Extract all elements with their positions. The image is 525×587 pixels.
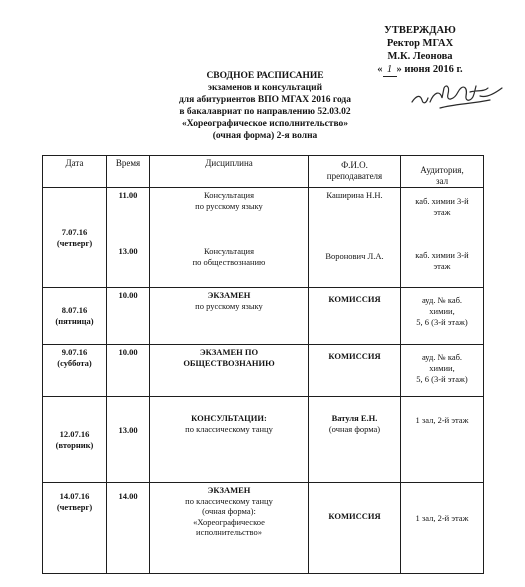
row-room (401, 188, 484, 288)
discipline-line: исполнительство» (196, 527, 262, 537)
date-value: 12.07.16 (59, 428, 90, 439)
day-value: (вторник) (55, 439, 94, 450)
time-value: 13.00 (118, 425, 138, 435)
row-time (107, 345, 150, 397)
title-line-3: для абитуриентов ВПО МГАХ 2016 года (179, 95, 351, 105)
row-time (107, 397, 150, 483)
document-title (130, 70, 400, 142)
row-date (43, 483, 107, 574)
day-value: (четверг) (56, 502, 93, 512)
room-line: 1 зал, 2-й этаж (415, 513, 469, 523)
discipline-line: по классическому танцу (185, 495, 273, 506)
day-value: (пятница) (55, 316, 94, 326)
table-row (43, 397, 484, 483)
handwritten-signature (410, 80, 510, 114)
row-date (43, 188, 107, 288)
room-line: каб. химии 3-й (415, 196, 469, 206)
date-value: 9.07.16 (61, 347, 88, 357)
time-value: 10.00 (118, 347, 138, 357)
title-line-4: в бакалавриат по направлению 52.03.02 (179, 107, 351, 117)
approval-name: М.К. Леонова (387, 51, 453, 62)
table-row (43, 483, 484, 574)
table-row (43, 288, 484, 345)
row-teacher (309, 288, 401, 345)
row-time (107, 188, 150, 288)
table-header-row (43, 156, 484, 188)
discipline-line: ЭКЗАМЕН ПО (199, 347, 259, 357)
discipline-line: Консультация (204, 190, 254, 200)
title-line-5: «Хореографическое исполнительство» (181, 119, 349, 129)
teacher-name: КОМИССИЯ (328, 294, 381, 304)
teacher-name: КОМИССИЯ (328, 351, 381, 361)
row-date (43, 345, 107, 397)
row-time (107, 483, 150, 574)
row-date (43, 288, 107, 345)
room-line: 5, 6 (3-й этаж) (416, 374, 468, 384)
approval-date-rest: » июня 2016 г. (396, 64, 463, 75)
room-line: каб. химии 3-й (415, 250, 469, 260)
row-time (107, 288, 150, 345)
room-line: 5, 6 (3-й этаж) (416, 317, 468, 327)
day-value: (четверг) (56, 237, 93, 248)
schedule-table (42, 155, 484, 574)
discipline-line: по русскому языку (195, 200, 263, 211)
approval-date-open: « (377, 64, 383, 75)
row-teacher (309, 188, 401, 288)
teacher-note: (очная форма) (328, 423, 381, 434)
discipline-line: ЭКЗАМЕН (207, 485, 251, 495)
teacher-name: КОМИССИЯ (328, 511, 381, 521)
approval-position: Ректор МГАХ (386, 38, 454, 49)
room-line: ауд. № каб. (421, 352, 463, 362)
row-date (43, 397, 107, 483)
row-discipline (150, 188, 309, 288)
title-line-6: (очная форма) 2-я волна (212, 131, 318, 141)
room-line: химии, (429, 363, 455, 373)
discipline-line: ОБЩЕСТВОЗНАНИЮ (183, 357, 275, 368)
room-line: этаж (433, 206, 451, 217)
time-value: 11.00 (118, 190, 138, 200)
table-row (43, 188, 484, 288)
discipline-line: по классическому танцу (185, 423, 273, 434)
row-teacher (309, 483, 401, 574)
room-line: этаж (433, 260, 451, 271)
discipline-line: по обществознанию (192, 256, 266, 267)
teacher-name: Ватуля Е.Н. (331, 413, 378, 423)
header-time: Время (107, 156, 150, 188)
row-discipline (150, 345, 309, 397)
approval-heading: УТВЕРЖДАЮ (384, 25, 456, 36)
date-value: 7.07.16 (61, 226, 88, 237)
row-room (401, 345, 484, 397)
approval-date-day: 1 (383, 63, 397, 77)
time-value: 14.00 (118, 491, 138, 501)
row-room (401, 483, 484, 574)
title-line-1: СВОДНОЕ РАСПИСАНИЕ (206, 71, 324, 81)
header-date: Дата (43, 156, 107, 188)
row-discipline (150, 397, 309, 483)
title-line-2: экзаменов и консультаций (207, 83, 323, 93)
time-value: 10.00 (118, 290, 138, 300)
discipline-line: Консультация (204, 246, 254, 256)
date-value: 8.07.16 (61, 305, 88, 315)
teacher-name: Воронович Л.А. (325, 251, 384, 261)
discipline-line: по русскому языку (195, 300, 263, 311)
discipline-line: КОНСУЛЬТАЦИИ: (191, 413, 267, 423)
teacher-name: Каширина Н.Н. (326, 190, 383, 200)
row-room (401, 397, 484, 483)
discipline-line: «Хореографическое (193, 516, 265, 527)
row-discipline (150, 288, 309, 345)
room-line: химии, (429, 306, 455, 316)
time-value: 13.00 (118, 246, 138, 256)
discipline-line: ЭКЗАМЕН (207, 290, 251, 300)
room-line: ауд. № каб. (421, 295, 463, 305)
discipline-line: (очная форма): (202, 506, 256, 516)
header-discipline: Дисциплина (150, 156, 309, 188)
row-teacher (309, 397, 401, 483)
row-teacher (309, 345, 401, 397)
row-room (401, 288, 484, 345)
day-value: (суббота) (57, 358, 92, 368)
table-row (43, 345, 484, 397)
room-line: 1 зал, 2-й этаж (415, 415, 469, 425)
header-teacher: Ф.И.О. преподавателя (309, 156, 401, 188)
header-room: Аудитория, зал (401, 156, 484, 188)
date-value: 14.07.16 (59, 491, 90, 501)
row-discipline (150, 483, 309, 574)
